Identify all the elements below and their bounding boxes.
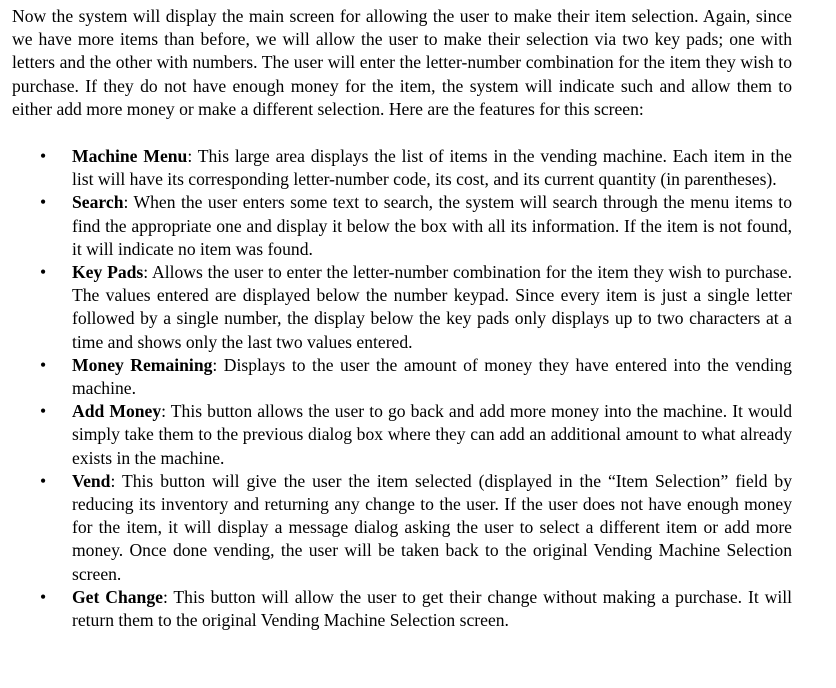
bullet-icon: • [40, 401, 47, 422]
feature-separator: : [161, 401, 167, 422]
features-list [12, 145, 792, 632]
feature-description: Displays to the user the amount of money they have entered into the vending machine. [72, 354, 792, 399]
bullet-icon: • [40, 192, 47, 213]
intro-paragraph: Now the system will display the main screen for allowing the user to make their item selection. Again, since we have more items than before, we will allow the user to make their selection via two key pads; one with letters and the other with numbers. The user will enter the letter-number combination for the item they wish to purchase. If they do not have enough money for the item, the system will indicate such and allow them to either add more money or make a different selection. Here are the features for this screen: [12, 6, 792, 119]
feature-description: When the user enters some text to search, the system will search through the menu items to find the appropriate one and display it below the box with all its information. If the item is not found, it will indicate no item was found. [72, 192, 792, 259]
feature-separator: : [162, 586, 168, 607]
feature-separator: : [187, 146, 193, 167]
feature-separator: : [212, 354, 218, 375]
feature-term: Search [72, 192, 124, 213]
bullet-icon: • [40, 262, 47, 283]
feature-key-pads [12, 261, 792, 354]
bullet-icon: • [40, 146, 47, 167]
feature-term: Add Money [72, 401, 162, 422]
feature-term: Money Remaining [72, 354, 213, 375]
feature-get-change [12, 586, 792, 632]
feature-term: Machine Menu [72, 146, 188, 167]
feature-vend [12, 470, 792, 586]
feature-add-money [12, 400, 792, 470]
feature-machine-menu [12, 145, 792, 191]
feature-term: Get Change [72, 586, 163, 607]
feature-description: This button will allow the user to get their change without making a purchase. It will return them to the original Vending Machine Selection screen. [72, 586, 792, 631]
feature-description: This button will give the user the item selected (displayed in the “Item Selection” field by reducing its inventory and returning any change to the user. If the user does not have enough money for the item, it will display a message dialog asking the user to select a different item or add more money. Once done vending, the user will be taken back to the original Vending Machine Selection screen. [72, 470, 792, 584]
feature-separator: : [143, 262, 149, 283]
bullet-icon: • [40, 354, 47, 375]
feature-description: This button allows the user to go back and add more money into the machine. It would simply take them to the previous dialog box where they can add an additional amount to what already exists in the machine. [72, 401, 793, 468]
feature-search [12, 191, 792, 261]
bullet-icon: • [40, 470, 47, 491]
feature-description: This large area displays the list of items in the vending machine. Each item in the list will have its corresponding letter-number code, its cost, and its current quantity (in parentheses). [72, 146, 792, 190]
feature-term: Vend [72, 470, 111, 491]
bullet-icon: • [40, 586, 47, 607]
feature-term: Key Pads [72, 262, 144, 283]
feature-separator: : [110, 470, 116, 491]
feature-money-remaining [12, 354, 792, 400]
feature-description: Allows the user to enter the letter-number combination for the item they wish to purchase. The values entered are displayed below the number keypad. Since every item is just a single letter followed by a single number, the display below the key pads only displays up to two characters at a time and shows only the last two values entered. [72, 262, 792, 352]
feature-separator: : [123, 192, 129, 213]
